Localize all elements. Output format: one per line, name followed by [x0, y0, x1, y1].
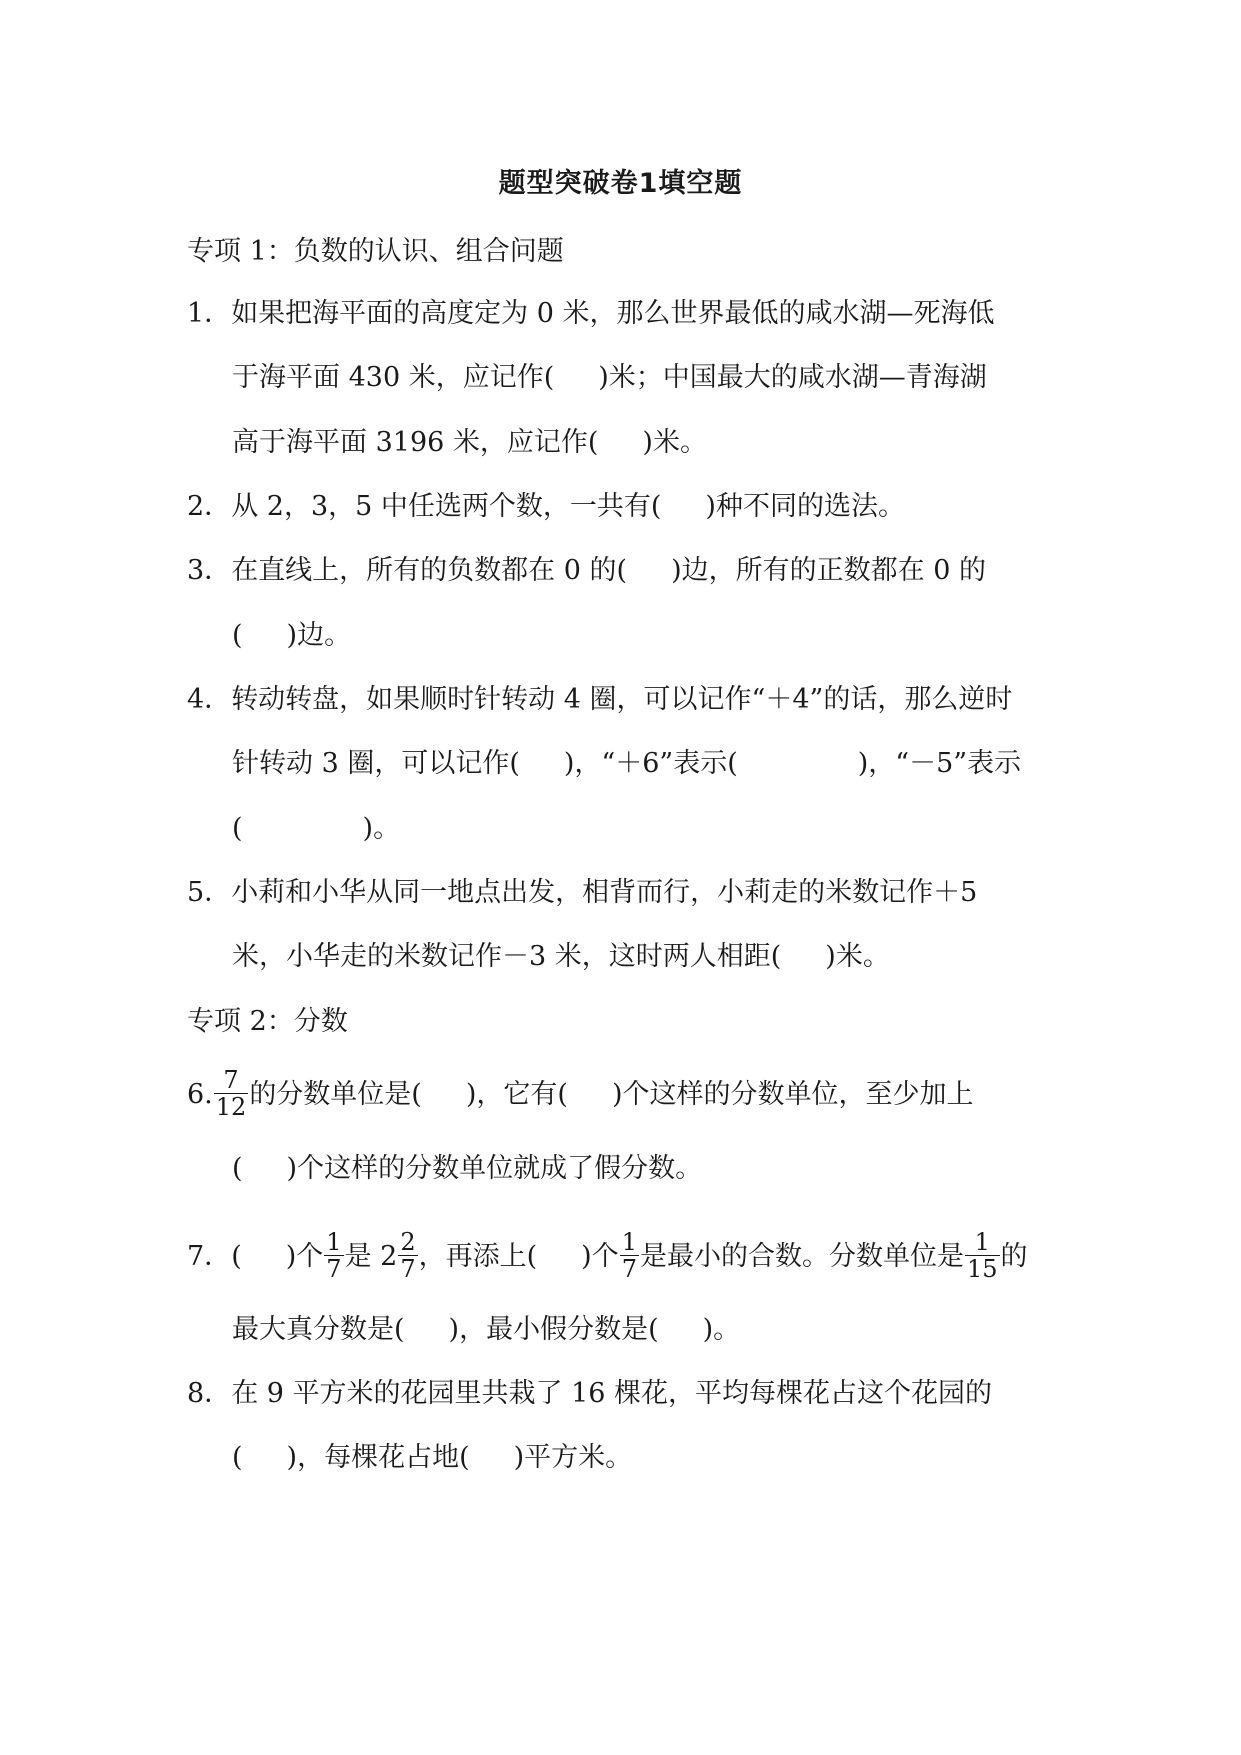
question-4-line-2: [232, 744, 1021, 784]
question-number: 7．: [187, 1241, 232, 1272]
question-number: 6.: [187, 1079, 213, 1110]
fraction: [214, 1067, 249, 1120]
question-text: )米；中国最大的咸水湖—青海湖: [598, 362, 987, 393]
section-heading-1: 专项 1：负数的认识、组合问题: [187, 236, 564, 267]
fraction: [324, 1229, 343, 1282]
question-number: 2．: [187, 491, 232, 522]
question-text: (: [232, 813, 243, 844]
question-3-line-1: [187, 551, 986, 591]
question-text: )个: [581, 1241, 619, 1272]
question-text: )，每棵花占地(: [286, 1442, 470, 1473]
question-text: )，最小假分数是(: [448, 1314, 659, 1345]
question-text: )个这样的分数单位，至少加上: [611, 1079, 974, 1110]
question-4-line-1: [187, 680, 1012, 720]
question-8-line-2: [232, 1438, 632, 1478]
fraction: [398, 1229, 417, 1282]
denominator: 7: [326, 1255, 342, 1283]
denominator: 15: [966, 1255, 998, 1283]
numerator: 1: [326, 1228, 342, 1256]
question-text: )个: [285, 1241, 324, 1272]
question-text: )边，所有的正数都在 0 的: [671, 555, 986, 586]
denominator: 7: [621, 1255, 637, 1283]
question-text: 转动转盘，如果顺时针转动 4 圈，可以记作“＋4”的话，那么逆时: [231, 684, 1013, 715]
question-6-line-1: [187, 1066, 974, 1121]
question-text: )米。: [825, 941, 890, 972]
question-number: 4．: [187, 684, 232, 715]
question-1-line-1: [187, 294, 995, 334]
question-text: 如果把海平面的高度定为 0 米，那么世界最低的咸水湖—死海低: [231, 298, 995, 329]
question-text: 小莉和小华从同一地点出发，相背而行，小莉走的米数记作＋5: [231, 877, 978, 908]
question-text: 最大真分数是(: [232, 1314, 405, 1345]
section-heading-2: 专项 2：分数: [187, 1006, 348, 1037]
numerator: 1: [965, 1229, 1000, 1256]
question-3-line-2: [232, 616, 351, 656]
question-5-line-2: [232, 937, 890, 977]
question-text: (: [232, 620, 243, 651]
question-1-line-3: [232, 423, 707, 463]
question-text: (: [231, 1241, 242, 1272]
question-text: )个这样的分数单位就成了假分数。: [286, 1153, 703, 1184]
question-text: )。: [362, 813, 401, 844]
numerator: 2: [400, 1228, 416, 1256]
numerator: 7: [214, 1067, 249, 1094]
question-4-line-3: [232, 809, 400, 849]
question-text: ，再添上(: [418, 1241, 538, 1272]
question-text: 针转动 3 圈，可以记作(: [232, 748, 520, 779]
page-title: 题型突破卷1填空题: [498, 168, 743, 199]
question-text: 在直线上，所有的负数都在 0 的(: [231, 555, 628, 586]
denominator: 12: [215, 1093, 247, 1121]
fraction: [620, 1229, 639, 1282]
question-8-line-1: [187, 1374, 992, 1414]
question-number: 5．: [187, 877, 232, 908]
question-2-line-1: [187, 487, 905, 527]
question-text: (: [232, 1442, 243, 1473]
question-text: )种不同的选法。: [705, 491, 905, 522]
question-text: 的分数单位是(: [249, 1079, 422, 1110]
question-text: 高于海平面 3196 米，应记作(: [232, 427, 599, 458]
question-7-line-1: [187, 1228, 1028, 1283]
question-7-line-2: [232, 1310, 740, 1350]
fraction: [965, 1229, 1000, 1282]
question-text: 是 2: [344, 1241, 398, 1272]
question-text: )，“＋6”表示(: [563, 748, 738, 779]
denominator: 7: [400, 1255, 416, 1283]
question-text: )。: [702, 1314, 741, 1345]
question-text: 于海平面 430 米，应记作(: [232, 362, 555, 393]
question-text: )，它有(: [465, 1079, 568, 1110]
question-text: )，“－5”表示: [857, 748, 1022, 779]
question-text: (: [232, 1153, 243, 1184]
question-text: 是最小的合数。分数单位是: [639, 1241, 964, 1272]
question-text: 的: [1000, 1241, 1028, 1272]
question-number: 3．: [187, 555, 232, 586]
question-text: )平方米。: [513, 1442, 633, 1473]
question-text: 从 2，3，5 中任选两个数，一共有(: [231, 491, 662, 522]
question-text: )米。: [642, 427, 707, 458]
question-number: 1．: [187, 298, 232, 329]
question-text: )边。: [286, 620, 352, 651]
question-5-line-1: [187, 873, 977, 913]
question-text: 在 9 平方米的花园里共栽了 16 棵花，平均每棵花占这个花园的: [231, 1378, 993, 1409]
question-1-line-2: [232, 358, 987, 398]
question-6-line-2: [232, 1149, 702, 1189]
numerator: 1: [621, 1228, 637, 1256]
question-text: 米，小华走的米数记作－3 米，这时两人相距(: [232, 941, 782, 972]
question-number: 8．: [187, 1378, 232, 1409]
